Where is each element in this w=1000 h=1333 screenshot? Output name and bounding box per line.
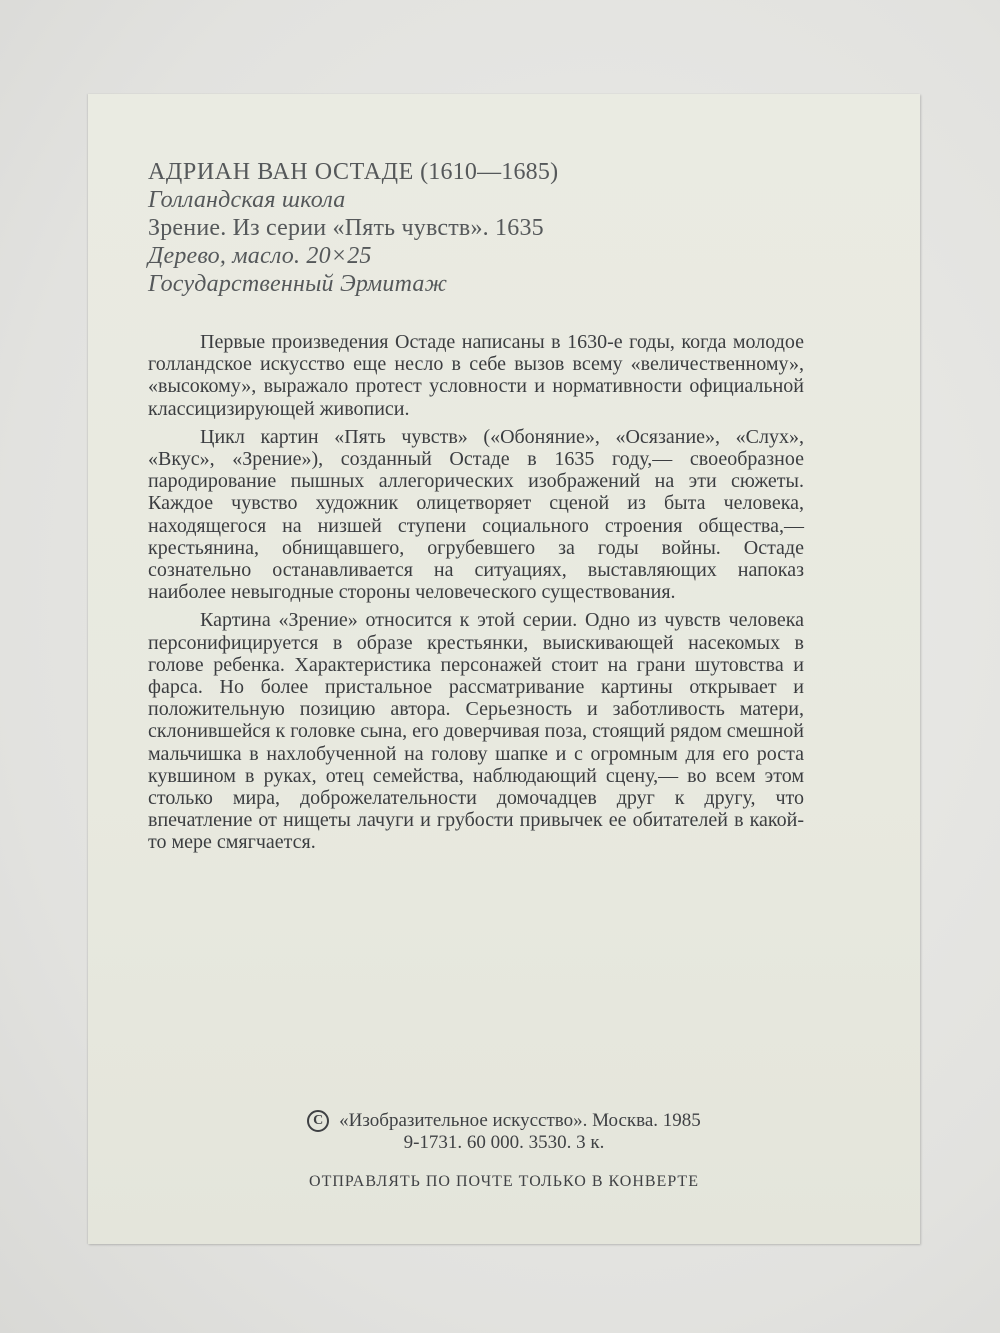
mailing-notice: ОТПРАВЛЯТЬ ПО ПОЧТЕ ТОЛЬКО В КОНВЕРТЕ xyxy=(309,1173,699,1190)
paragraph-3: Картина «Зрение» относится к этой серии. Одно из чувств человека персонифицируется в образе крестьянки, выискивающей насекомых в голове ребенка. Характеристика персонажей стоит на грани шутовства и фарса. Но более пристальное рассматривание картины открывает и положительную позицию автора. Серьезность и заботливость матери, склонившейся к головке сына, его доверчивая поза, стоящий рядом смешной мальчишка в нахлобученной на голову шапке и с огромным для его роста кувшином в руках, отец семейства, наблюдающий сцену,— во всем этом столько мира, доброжелательности домочадцев друг к другу, что впечатление от нищеты лачуги и грубости привычек ее обитателей в какой-то мере смягчается. xyxy=(148,609,804,854)
school: Голландская школа xyxy=(148,187,346,213)
print-info: 9-1731. 60 000. 3530. 3 к. xyxy=(403,1132,605,1153)
author-name: АДРИАН ВАН ОСТАДЕ xyxy=(148,159,414,185)
author-years: (1610—1685) xyxy=(420,159,559,185)
artwork-medium: Дерево, масло. 20×25 xyxy=(148,243,372,269)
artwork-caption xyxy=(148,158,558,298)
paragraph-1: Первые произведения Остаде написаны в 1630-е годы, когда молодое голландское искусство еще несло в себе вызов всему «величественному», «высокому», выражало протест условности и нормативности официальной классицизирующей живописи. xyxy=(148,331,804,420)
postcard-back xyxy=(88,94,920,1244)
copyright-icon: C xyxy=(307,1110,329,1132)
publisher-line xyxy=(88,1110,920,1132)
author-line xyxy=(148,158,558,186)
artwork-title: Зрение. Из серии «Пять чувств». 1635 xyxy=(148,215,544,241)
paragraph-2: Цикл картин «Пять чувств» («Обоняние», «Осязание», «Слух», «Вкус», «Зрение»), созданный Остаде в 1635 году,— своеобразное пародирование пышных аллегорических изображений на эти сюжеты. Каждое чувство художник олицетворяет сценой из быта человека, находящегося на низшей ступени социального строения общества,— крестьянина, обнищавшего, огрубевшего за годы войны. Остаде сознательно останавливается на ситуациях, выставляющих напоказ наиболее невыгодные стороны человеческого существования. xyxy=(148,425,804,604)
museum: Государственный Эрмитаж xyxy=(148,271,448,297)
publisher: «Изобразительное искусство». Москва. 1985 xyxy=(339,1110,701,1131)
description-text xyxy=(148,331,804,860)
publisher-footer xyxy=(88,1110,920,1191)
